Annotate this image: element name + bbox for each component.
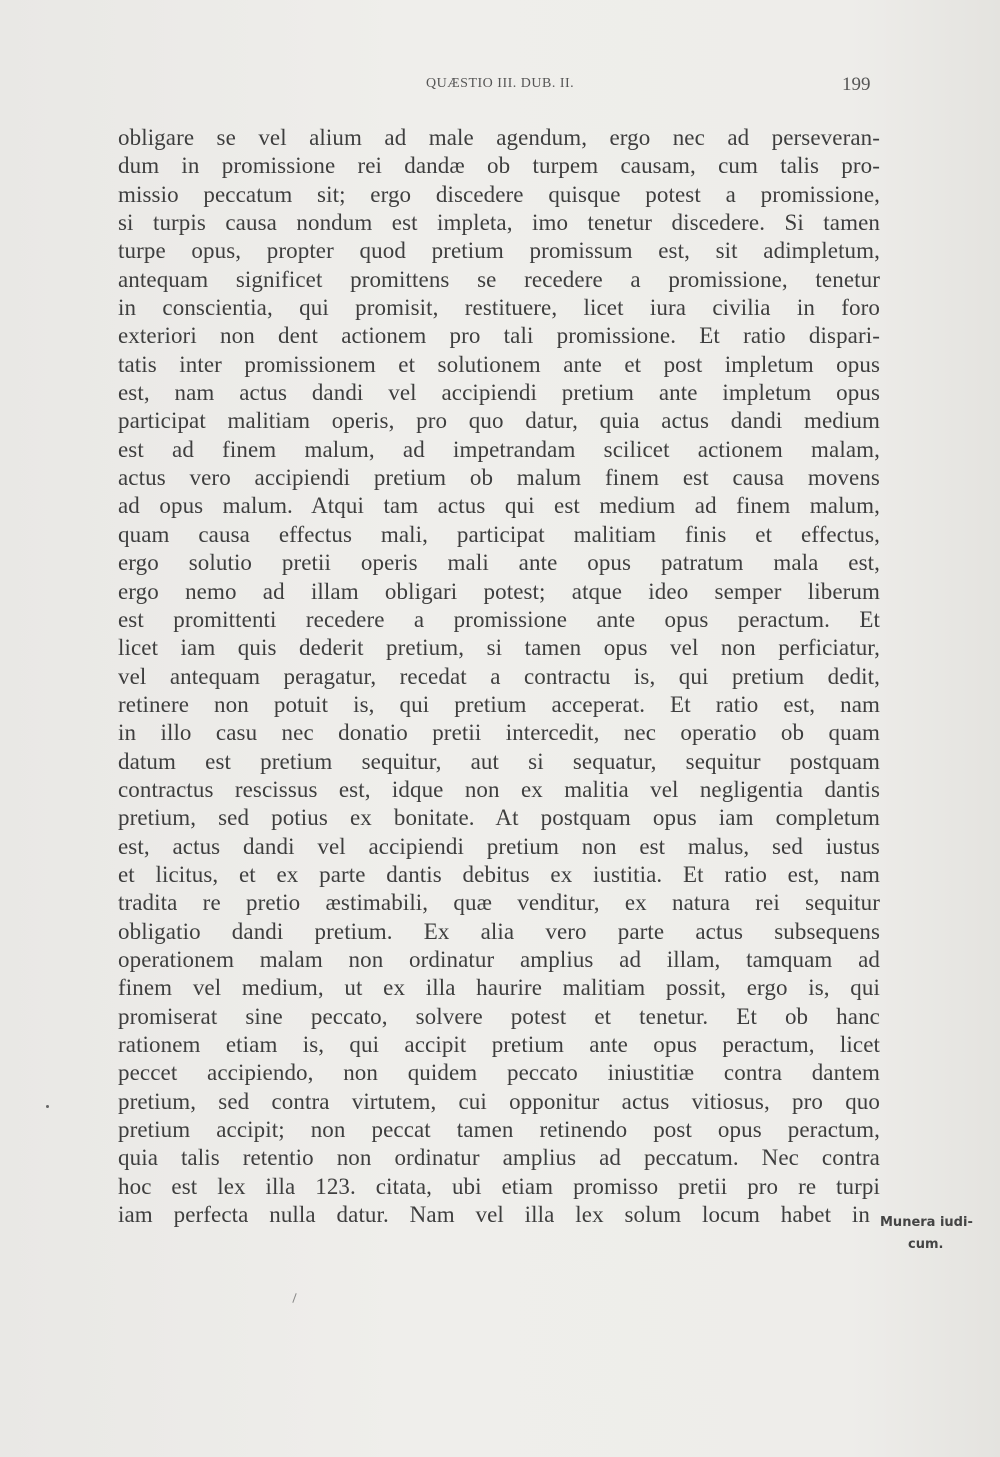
margin-note-line: cum. bbox=[908, 1237, 944, 1252]
text-line: promiserat sine peccato, solvere potest et tenetur. Et ob hanc bbox=[118, 1003, 880, 1029]
text-line: obligatio dandi pretium. Ex alia vero parte actus subsequens bbox=[118, 918, 880, 944]
text-line: est, nam actus dandi vel accipiendi pretium ante impletum opus bbox=[118, 380, 880, 406]
margin-note bbox=[880, 1212, 1000, 1256]
text-line: pretium, sed contra virtutem, cui opponitur actus vitiosus, pro quo bbox=[118, 1088, 880, 1114]
text-line: iam perfecta nulla datur. Nam vel illa lex solum locum habet in bbox=[118, 1202, 870, 1228]
text-line: tatis inter promissionem et solutionem ante et post impletum opus bbox=[118, 351, 880, 377]
text-line: pretium accipit; non peccat tamen retinendo post opus peractum, bbox=[118, 1117, 880, 1143]
body-text bbox=[118, 124, 880, 1229]
ink-speck bbox=[46, 1105, 49, 1108]
text-line: quam causa effectus mali, participat malitiam finis et effectus, bbox=[118, 521, 880, 547]
text-line: tradita re pretio æstimabili, quæ venditur, ex natura rei sequitur bbox=[118, 890, 880, 916]
text-line: ergo nemo ad illam obligari potest; atque ideo semper liberum bbox=[118, 578, 880, 604]
text-line: obligare se vel alium ad male agendum, ergo nec ad perseveran- bbox=[118, 125, 880, 150]
text-line: in illo casu nec donatio pretii intercedit, nec operatio ob quam bbox=[118, 720, 880, 746]
text-line: et licitus, et ex parte dantis debitus ex iustitia. Et ratio est, nam bbox=[118, 861, 880, 887]
text-line: ad opus malum. Atqui tam actus qui est medium ad finem malum, bbox=[118, 493, 880, 519]
text-line: in conscientia, qui promisit, restituere, licet iura civilia in foro bbox=[118, 295, 880, 321]
text-line: hoc est lex illa 123. citata, ubi etiam promisso pretii pro re turpi bbox=[118, 1173, 880, 1199]
text-line: finem vel medium, ut ex illa haurire malitiam possit, ergo is, qui bbox=[118, 975, 880, 1001]
text-line: est, actus dandi vel accipiendi pretium non est malus, sed iustus bbox=[118, 833, 880, 859]
text-line: turpe opus, propter quod pretium promissum est, sit adimpletum, bbox=[118, 238, 880, 264]
text-line: contractus rescissus est, idque non ex malitia vel negligentia dantis bbox=[118, 776, 880, 802]
text-line: peccet accipiendo, non quidem peccato iniustitiæ contra dantem bbox=[118, 1060, 880, 1086]
text-line: exteriori non dent actionem pro tali promissione. Et ratio dispari- bbox=[118, 323, 880, 349]
page-number: 199 bbox=[842, 74, 871, 95]
text-line: dum in promissione rei dandæ ob turpem causam, cum talis pro- bbox=[118, 153, 880, 179]
text-line: retinere non potuit is, qui pretium acceperat. Et ratio est, nam bbox=[118, 691, 880, 717]
text-line: vel antequam peragatur, recedat a contractu is, qui pretium dedit, bbox=[118, 663, 880, 689]
text-line: est promittenti recedere a promissione ante opus peractum. Et bbox=[118, 606, 880, 632]
text-line: missio peccatum sit; ergo discedere quisque potest a promissione, bbox=[118, 181, 880, 207]
running-head: QUÆSTIO III. DUB. II. bbox=[426, 76, 575, 91]
text-line: quia talis retentio non ordinatur amplius ad peccatum. Nec contra bbox=[118, 1145, 880, 1171]
text-line: rationem etiam is, qui accipit pretium ante opus peractum, licet bbox=[118, 1032, 880, 1057]
margin-note-line: Munera iudi- bbox=[880, 1215, 973, 1230]
text-line: datum est pretium sequitur, aut si sequatur, sequitur postquam bbox=[118, 748, 880, 774]
text-line: ergo solutio pretii operis mali ante opus patratum mala est, bbox=[118, 550, 880, 576]
text-line: si turpis causa nondum est impleta, imo tenetur discedere. Si tamen bbox=[118, 210, 880, 236]
text-line: antequam significet promittens se recedere a promissione, tenetur bbox=[118, 266, 880, 292]
text-line: pretium, sed potius ex bonitate. At postquam opus iam completum bbox=[118, 805, 880, 831]
ink-mark bbox=[292, 1293, 296, 1303]
text-line: est ad finem malum, ad impetrandam scilicet actionem malam, bbox=[118, 436, 880, 462]
text-line: participat malitiam operis, pro quo datur, quia actus dandi medium bbox=[118, 408, 880, 434]
text-line: operationem malam non ordinatur amplius ad illam, tamquam ad bbox=[118, 946, 880, 972]
text-line: licet iam quis dederit pretium, si tamen opus vel non perficiatur, bbox=[118, 635, 880, 661]
text-line: actus vero accipiendi pretium ob malum finem est causa movens bbox=[118, 465, 880, 491]
